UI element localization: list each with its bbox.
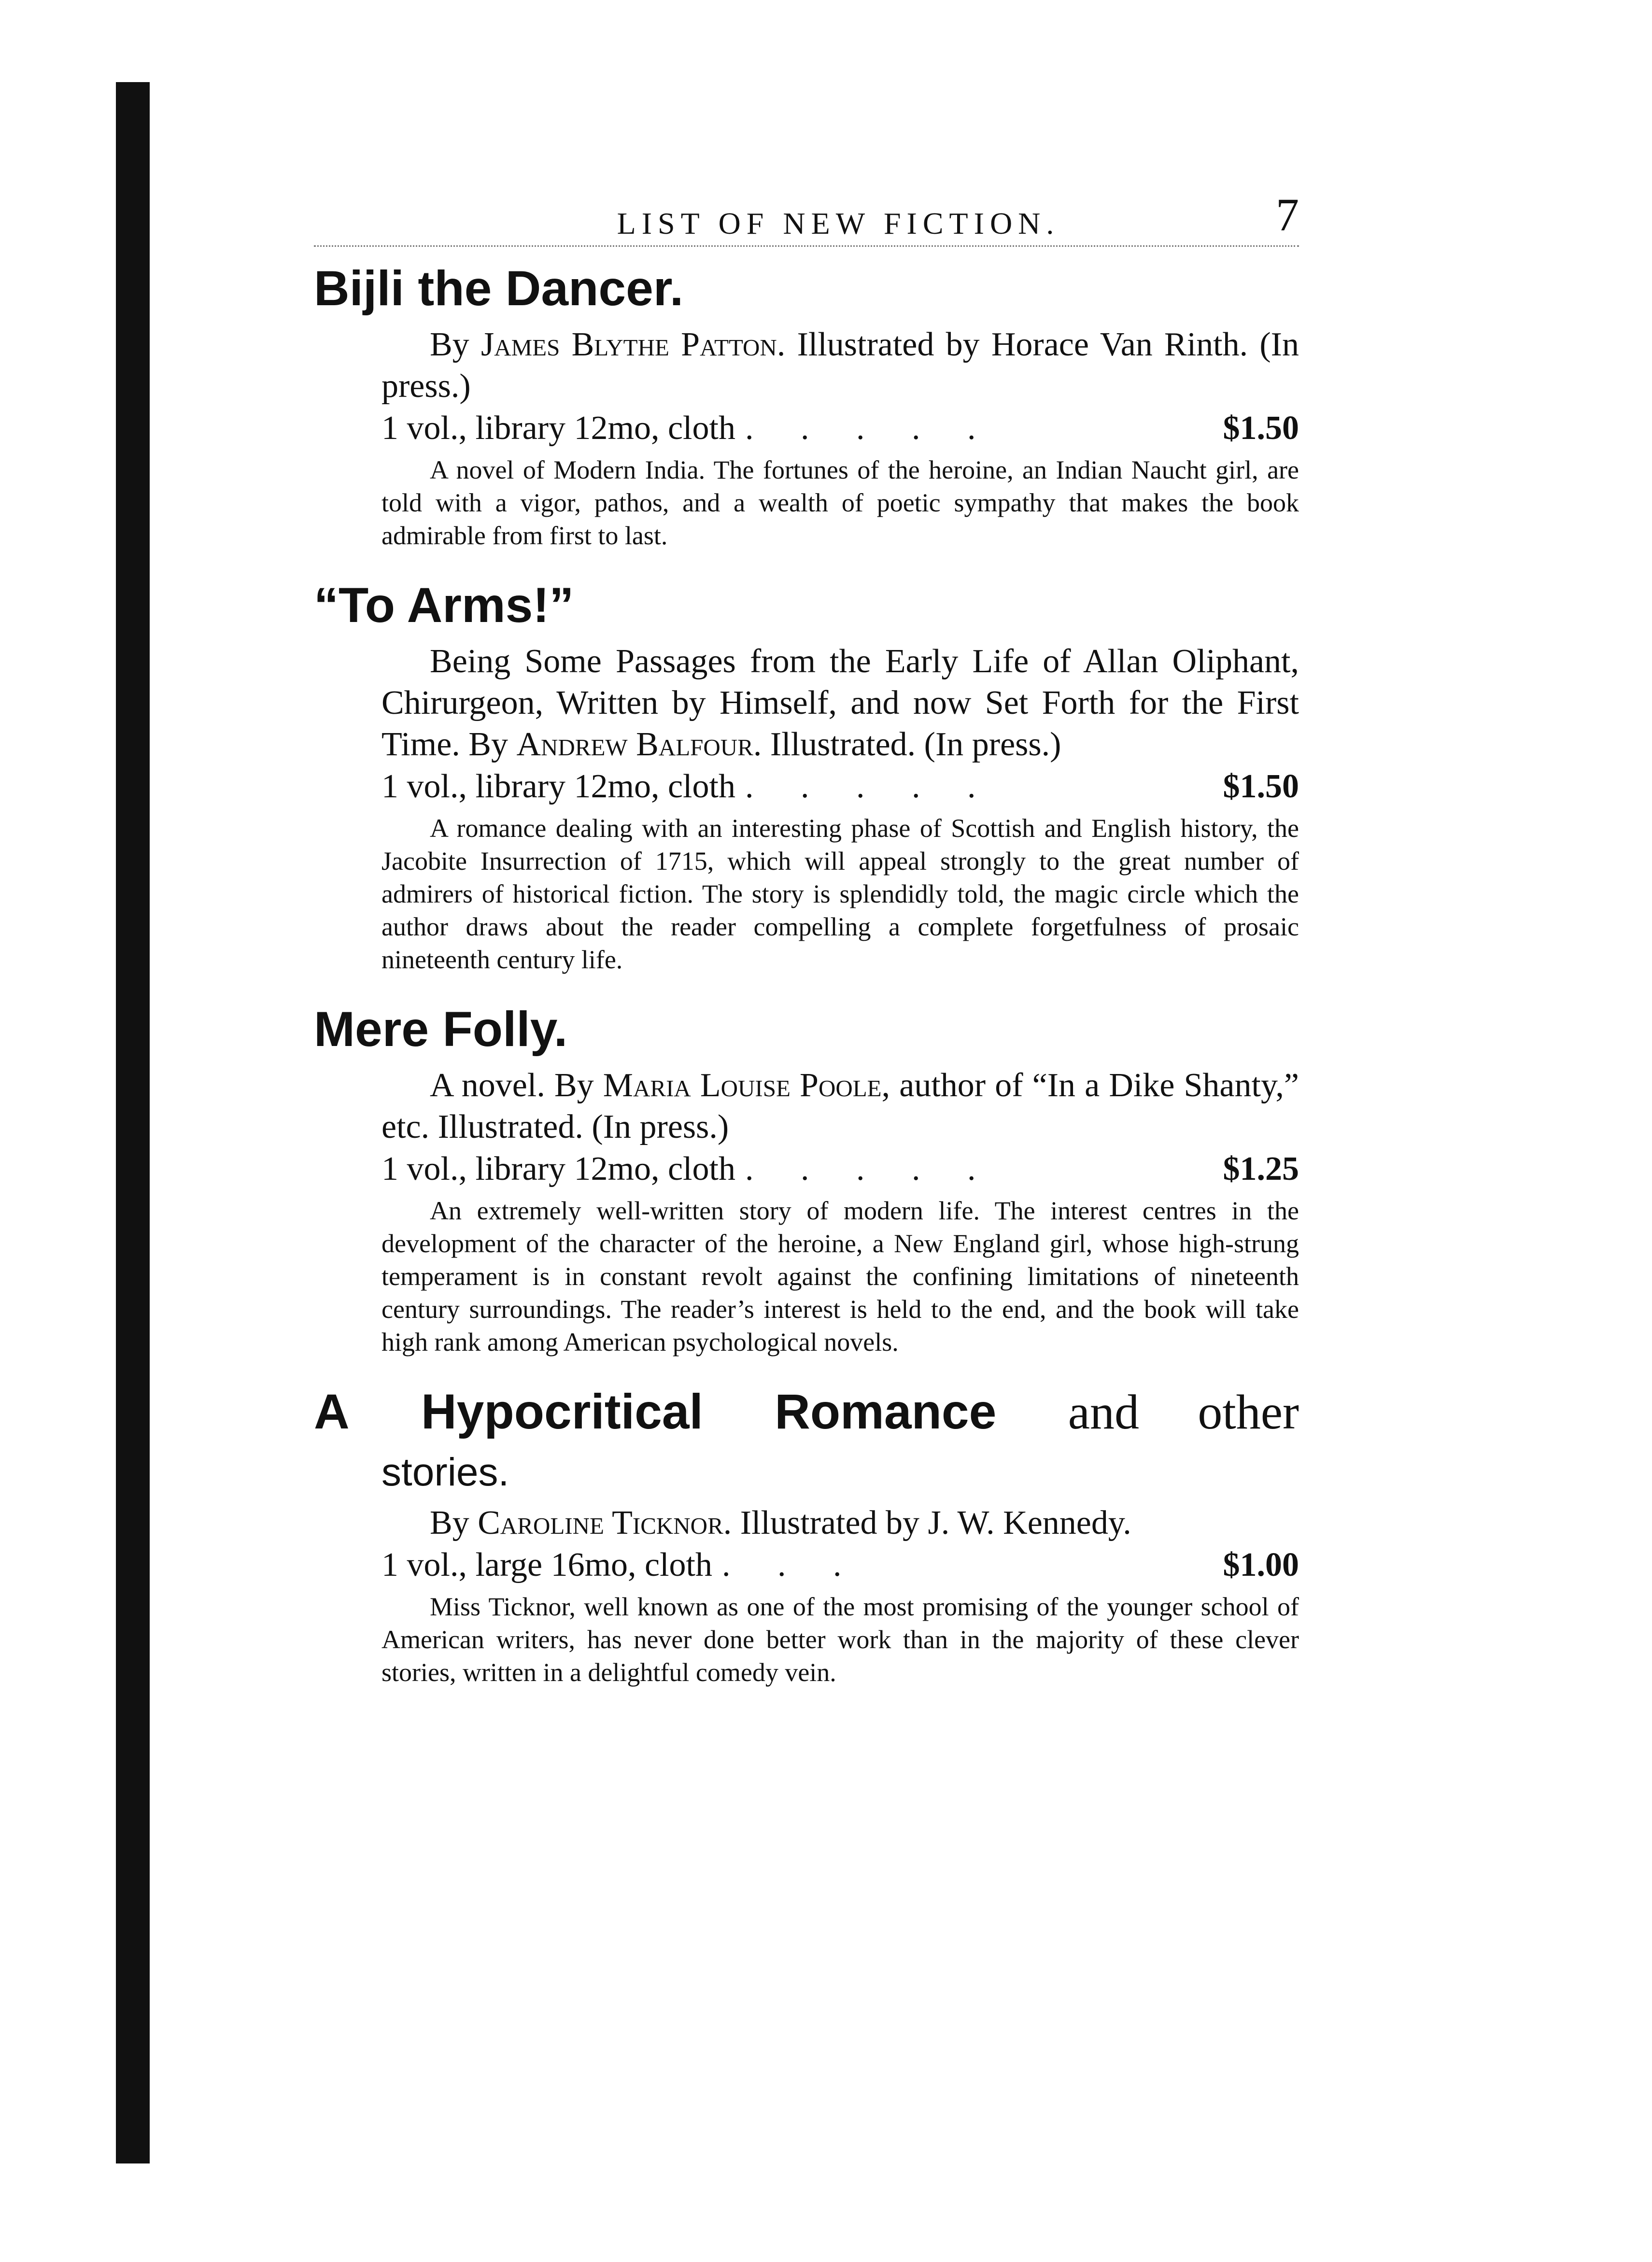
byline-suffix: . Illustrated by Horace Van Rinth. (In press.) bbox=[381, 326, 1299, 405]
entry-byline bbox=[314, 641, 1299, 765]
byline-prefix: By bbox=[430, 1504, 478, 1541]
book-entry-bijli bbox=[314, 258, 1299, 552]
title-continued: stories. bbox=[381, 1450, 509, 1494]
title-word: Romance bbox=[775, 1384, 997, 1439]
leader-dots: . . . . . bbox=[745, 410, 995, 447]
price: $1.00 bbox=[1223, 1546, 1299, 1583]
book-entry-mere-folly bbox=[314, 999, 1299, 1358]
entry-description: A romance dealing with an interesting phase of Scottish and English history, the Jacobite Insurrection of 1715, which will appeal strongly to the great number of admirers of historical fiction. The story is splendidly told, the magic circle which the author draws about the reader compelling a complete forgetfulness of prosaic nineteenth century life. bbox=[381, 814, 1299, 974]
entry-title: Mere Folly. bbox=[314, 1002, 568, 1057]
format-text: 1 vol., large 16mo, cloth bbox=[381, 1546, 712, 1583]
author-name: Andrew Balfour bbox=[516, 726, 753, 763]
byline-prefix: Being Some Passages from the Early Life of Allan Oliphant, Chirurgeon, Written by Himself, and now Set Forth for the First Time. By bbox=[381, 643, 1299, 763]
author-name: Maria Louise Poole bbox=[603, 1067, 882, 1104]
page-number: 7 bbox=[1276, 189, 1299, 240]
entry-byline bbox=[314, 1065, 1299, 1148]
leader-dots: . . . bbox=[722, 1546, 861, 1583]
entry-description: Miss Ticknor, well known as one of the most promising of the younger school of American writers, has never done better work than in the majority of these clever stories, written in a delightful comedy vein. bbox=[381, 1592, 1299, 1687]
price-line bbox=[314, 407, 1299, 450]
title-word: Hypocritical bbox=[421, 1384, 703, 1439]
entry-title: Bijli the Dancer. bbox=[314, 261, 684, 316]
running-head bbox=[314, 184, 1299, 241]
byline-prefix: A novel. By bbox=[430, 1067, 603, 1104]
title-word: A bbox=[314, 1384, 350, 1439]
price: $1.25 bbox=[1223, 1150, 1299, 1188]
format-text: 1 vol., library 12mo, cloth bbox=[381, 1150, 735, 1188]
byline-suffix: , author of “In a Dike Shanty,” etc. Illustrated. (In press.) bbox=[381, 1067, 1299, 1145]
format-text: 1 vol., library 12mo, cloth bbox=[381, 768, 735, 805]
byline-prefix: By bbox=[430, 326, 481, 363]
price-line bbox=[314, 1544, 1299, 1586]
entry-description: A novel of Modern India. The fortunes of the heroine, an Indian Naucht girl, are told with a vigor, pathos, and a wealth of poetic sympathy that makes the book admirable from first to last. bbox=[381, 455, 1299, 550]
price-line bbox=[314, 765, 1299, 808]
book-entry-to-arms bbox=[314, 575, 1299, 976]
byline-suffix: . Illustrated by J. W. Kennedy. bbox=[723, 1504, 1131, 1541]
author-name: Caroline Ticknor bbox=[478, 1504, 723, 1541]
book-entry-hypocritical-romance bbox=[314, 1382, 1299, 1689]
byline-suffix: . Illustrated. (In press.) bbox=[753, 726, 1061, 763]
title-plain: and other bbox=[1068, 1385, 1299, 1440]
author-name: James Blythe Patton bbox=[480, 326, 777, 363]
entry-title bbox=[314, 1382, 1299, 1442]
entry-description: An extremely well-written story of modern life. The interest centres in the development of the character of the heroine, a New England girl, whose high-strung temperament is in constant revolt against the confining limitations of nineteenth century surroundings. The reader’s interest is held to the end, and the book will take high rank among American psychological novels. bbox=[381, 1196, 1299, 1357]
leader-dots: . . . . . bbox=[745, 1150, 995, 1188]
price: $1.50 bbox=[1223, 768, 1299, 805]
catalogue-page bbox=[314, 184, 1299, 1712]
entry-byline bbox=[314, 1502, 1299, 1544]
leader-dots: . . . . . bbox=[745, 768, 995, 805]
price-line bbox=[314, 1148, 1299, 1190]
entry-title: “To Arms!” bbox=[314, 578, 574, 633]
format-text: 1 vol., library 12mo, cloth bbox=[381, 410, 735, 447]
running-title: LIST OF NEW FICTION. bbox=[617, 206, 1060, 240]
entry-byline bbox=[314, 324, 1299, 407]
header-rule bbox=[314, 245, 1299, 247]
price: $1.50 bbox=[1223, 410, 1299, 447]
book-spine-shadow bbox=[116, 82, 150, 2163]
